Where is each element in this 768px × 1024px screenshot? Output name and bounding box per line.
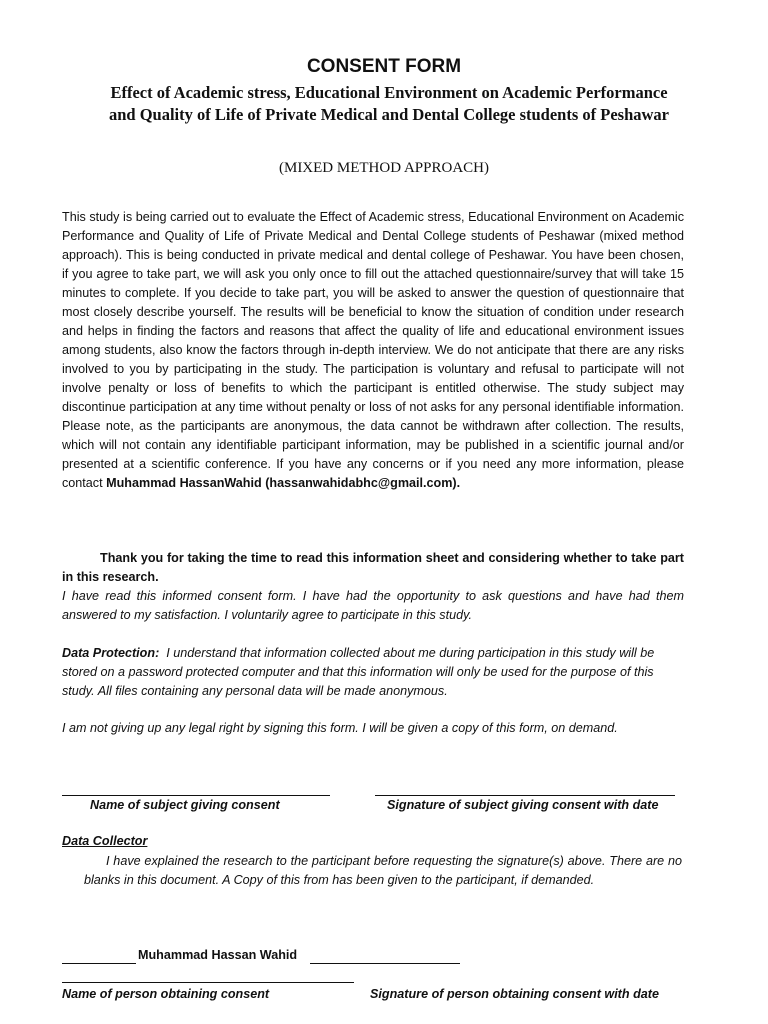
data-collector-statement: I have explained the research to the participant before requesting the signature(s) above. There are no blanks in this document. A Copy of this from has been given to the participant, if demanded. — [84, 854, 682, 887]
collector-name-line-left[interactable] — [62, 963, 136, 964]
method-label: (MIXED METHOD APPROACH) — [278, 160, 489, 176]
collector-name: Muhammad Hassan Wahid — [138, 948, 298, 962]
study-title: Effect of Academic stress, Educational Environment on Academic Performance and Quality of Life of Private Medical and Dental College students of Peshawar — [108, 83, 670, 124]
data-protection-label: Data Protection: — [62, 646, 160, 660]
study-description — [62, 208, 684, 493]
description-text: This study is being carried out to evaluate the Effect of Academic stress, Educational Environment on Academic Performance and Quality of Life of Private Medical and Dental College students of Peshawar (mixed method approach). This is being conducted in private medical and dental college of Peshawar. You have been chosen, if you agree to take part, we will ask you only once to fill out the attached questionnaire/survey that will take 15 minutes to complete. If you decide to take part, you will be asked to answer the question of questionnaire that most closely describe yourself. The results will be beneficial to know the situation of condition under research and helps in finding the factors and reasons that affect the quality of life and educational environment issues among students, also know the factors through in-depth interview. We do not anticipate that there are any risks involved to you by participating in the study. The participation is voluntary and refusal to participate will not involve penalty or loss of benefits to which the participant is entitled otherwise. The study subject may discontinue participation at any time without penalty or loss of not asks for any personal identifiable information. Please note, as the participants are anonymous, the data cannot be withdrawn after collection. The results, which will not contain any identifiable participant information, may be published in a scientific journal and/or presented at a scientific conference. If you have any concerns or if you need any more information, please contact — [62, 210, 684, 490]
subject-name-line[interactable] — [62, 795, 330, 796]
subject-signature-line[interactable] — [375, 795, 675, 796]
collector-signature-line[interactable] — [62, 982, 354, 983]
collector-name-line-right[interactable] — [310, 963, 460, 964]
contact-info: Muhammad HassanWahid (hassanwahidabhc@gmail.com). — [106, 476, 461, 490]
legal-statement: I am not giving up any legal right by signing this form. I will be given a copy of this form, on demand. — [62, 721, 618, 735]
collector-name-label: Name of person obtaining consent — [62, 987, 270, 1001]
thanks-text: Thank you for taking the time to read this information sheet and considering whether to take part in this research. — [62, 551, 684, 584]
data-protection-text: I understand that information collected about me during participation in this study will be stored on a password protected computer and that this information will only be used for the purpose of this study. All files containing any personal data will be made anonymous. — [62, 646, 655, 698]
page-title: CONSENT FORM — [306, 56, 462, 77]
subject-name-label: Name of subject giving consent — [90, 798, 280, 812]
data-protection — [62, 644, 684, 701]
data-collector-heading: Data Collector — [62, 834, 148, 848]
collector-signature-label: Signature of person obtaining consent with date — [370, 987, 659, 1001]
consent-statement: I have read this informed consent form. I have had the opportunity to ask questions and have had them answered to my satisfaction. I voluntarily agree to participate in this study. — [62, 589, 684, 622]
subject-signature-label: Signature of subject giving consent with date — [387, 798, 659, 812]
